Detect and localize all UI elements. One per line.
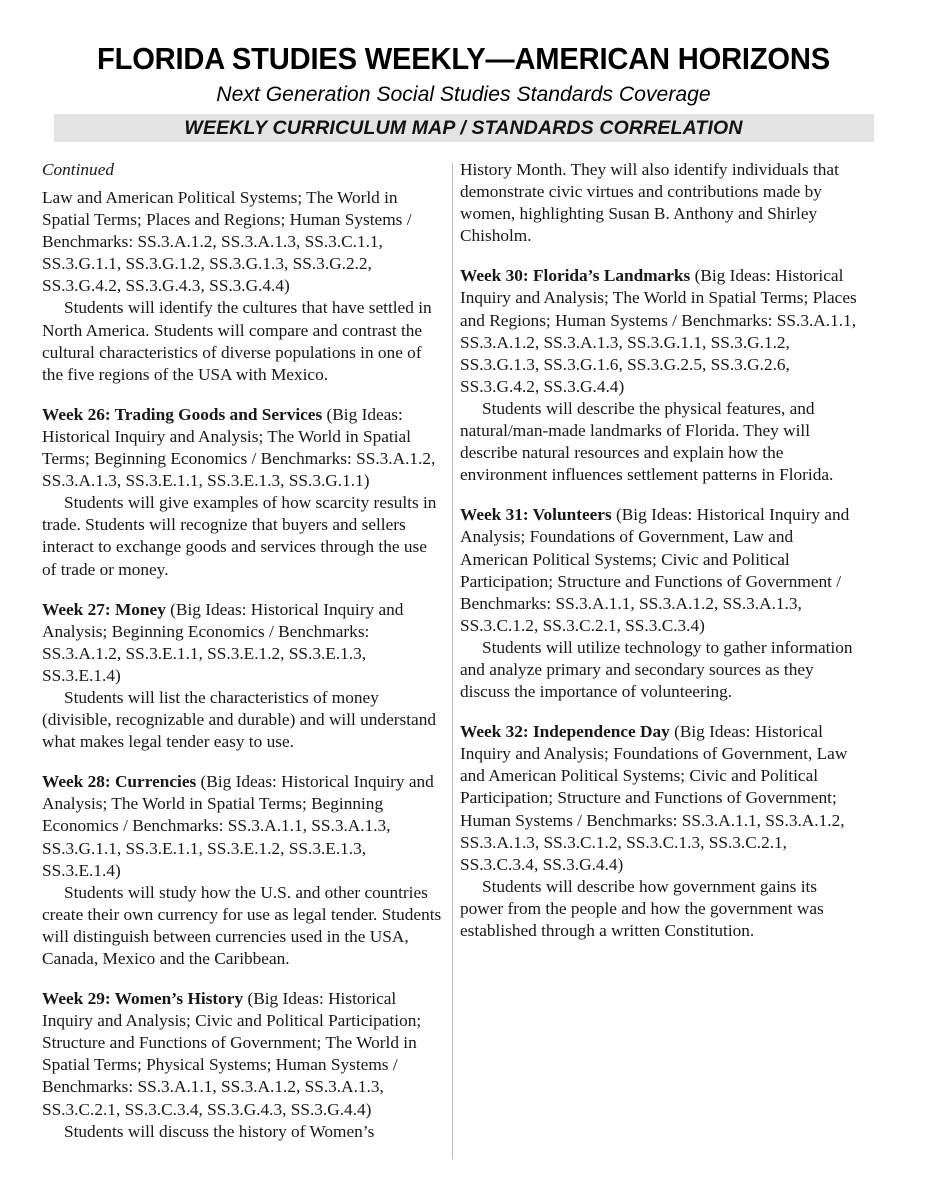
curriculum-block	[460, 159, 860, 247]
description-paragraph: History Month. They will also identify individuals that demonstrate civic virtues and contributions made by women, highlighting Susan B. Anthony and Shirley Chisholm.	[460, 160, 839, 246]
standards-paragraph	[42, 187, 442, 297]
description-paragraph: Students will describe how government gains its power from the people and how the government was established through a written Constitution.	[460, 876, 824, 940]
curriculum-block	[42, 404, 442, 581]
page-subtitle: Next Generation Social Studies Standards Coverage	[216, 81, 711, 106]
curriculum-block	[42, 771, 442, 970]
section-banner	[54, 114, 874, 142]
left-column	[42, 159, 442, 1143]
curriculum-block	[460, 504, 860, 703]
curriculum-block	[42, 187, 442, 386]
benchmarks-text: (Big Ideas: Historical Inquiry and Analysis; Foundations of Government, Law and American Political Systems; Civic and Political Participation; Structure and Functions of Government; Human Systems / Benchmarks: SS.3.A.1.1, SS.3.A.1.2, SS.3.A.1.3, SS.3.C.1.2, SS.3.C.1.3, SS.3.C.2.1, SS.3.C.3.4, SS.3.G.4.4)	[460, 722, 848, 874]
week-heading: Week 29: Women’s History	[42, 989, 244, 1009]
column-divider	[452, 163, 453, 1159]
benchmarks-text: (Big Ideas: Historical Inquiry and Analysis; Beginning Economics / Benchmarks: SS.3.A.1.2, SS.3.E.1.1, SS.3.E.1.2, SS.3.E.1.3, SS.3.E.1.4)	[42, 599, 404, 685]
description-paragraph: Students will identify the cultures that have settled in North America. Students will compare and contrast the cultural characteristics of diverse populations in one of the five regions of the USA with Mexico.	[42, 298, 432, 384]
week-heading: Week 26: Trading Goods and Services	[42, 404, 323, 424]
description-paragraph: Students will list the characteristics of money (divisible, recognizable and durable) and will understand what makes legal tender easy to use.	[42, 687, 436, 752]
standards-paragraph	[42, 988, 442, 1121]
curriculum-block	[460, 265, 860, 486]
curriculum-block	[42, 988, 442, 1143]
page-header	[0, 0, 927, 142]
week-heading: Week 32: Independence Day	[460, 722, 670, 742]
week-heading: Week 31: Volunteers	[460, 505, 612, 525]
standards-paragraph	[460, 721, 860, 876]
continued-label: Continued	[42, 160, 115, 179]
benchmarks-text: Law and American Political Systems; The World in Spatial Terms; Places and Regions; Human Systems / Benchmarks: SS.3.A.1.2, SS.3.A.1.3, SS.3.C.1.1, SS.3.G.1.1, SS.3.G.1.2, SS.3.G.1.3, SS.3.G.2.2, SS.3.G.4.2, SS.3.G.4.3, SS.3.G.4.4)	[42, 188, 412, 296]
standards-paragraph	[460, 504, 860, 637]
benchmarks-text: (Big Ideas: Historical Inquiry and Analysis; The World in Spatial Terms; Places and Regions; Human Systems / Benchmarks: SS.3.A.1.1, SS.3.A.1.2, SS.3.A.1.3, SS.3.G.1.1, SS.3.G.1.2, SS.3.G.1.3, SS.3.G.1.6, SS.3.G.2.5, SS.3.G.2.6, SS.3.G.4.2, SS.3.G.4.4)	[460, 266, 857, 396]
description-paragraph: Students will discuss the history of Women’s	[64, 1121, 375, 1141]
week-heading: Week 27: Money	[42, 599, 166, 619]
page-title: FLORIDA STUDIES WEEKLY—AMERICAN HORIZONS	[97, 42, 830, 76]
standards-paragraph	[42, 771, 442, 881]
benchmarks-text: (Big Ideas: Historical Inquiry and Analysis; Civic and Political Participation; Structure and Functions of Government; The World in Spatial Terms; Physical Systems; Human Systems / Benchmarks: SS.3.A.1.1, SS.3.A.1.2, SS.3.A.1.3, SS.3.C.2.1, SS.3.C.3.4, SS.3.G.4.3, SS.3.G.4.4)	[42, 989, 422, 1119]
left-column-blocks	[42, 187, 442, 1143]
standards-paragraph	[42, 599, 442, 687]
section-banner-label: WEEKLY CURRICULUM MAP / STANDARDS CORRELATION	[184, 116, 743, 139]
two-column-body	[0, 159, 927, 1143]
curriculum-block	[42, 599, 442, 754]
description-paragraph: Students will utilize technology to gather information and analyze primary and secondary sources as they discuss the importance of volunteering.	[460, 637, 853, 702]
description-paragraph: Students will give examples of how scarcity results in trade. Students will recognize that buyers and sellers interact to exchange goods and services through the use of trade or money.	[42, 493, 437, 579]
week-heading: Week 30: Florida’s Landmarks	[460, 266, 691, 286]
standards-paragraph	[460, 265, 860, 398]
right-column-blocks	[460, 159, 860, 942]
benchmarks-text: (Big Ideas: Historical Inquiry and Analysis; Foundations of Government, Law and American Political Systems; Civic and Political Participation; Structure and Functions of Government / Benchmarks: SS.3.A.1.1, SS.3.A.1.2, SS.3.A.1.3, SS.3.C.1.2, SS.3.C.2.1, SS.3.C.3.4)	[460, 505, 850, 635]
benchmarks-text: (Big Ideas: Historical Inquiry and Analysis; The World in Spatial Terms; Beginning Economics / Benchmarks: SS.3.A.1.1, SS.3.A.1.3, SS.3.G.1.1, SS.3.E.1.1, SS.3.E.1.2, SS.3.E.1.3, SS.3.E.1.4)	[42, 772, 434, 880]
right-column	[460, 159, 860, 942]
description-paragraph: Students will describe the physical features, and natural/man-made landmarks of Florida. They will describe natural resources and explain how the environment influences settlement patterns in Florida.	[460, 398, 834, 485]
description-paragraph: Students will study how the U.S. and other countries create their own currency for use as legal tender. Students will distinguish between currencies used in the USA, Canada, Mexico and the Caribbean.	[42, 882, 442, 968]
standards-paragraph	[42, 404, 442, 492]
benchmarks-text: (Big Ideas: Historical Inquiry and Analysis; The World in Spatial Terms; Beginning Economics / Benchmarks: SS.3.A.1.2, SS.3.A.1.3, SS.3.E.1.1, SS.3.E.1.3, SS.3.G.1.1)	[42, 404, 436, 491]
curriculum-block	[460, 721, 860, 942]
week-heading: Week 28: Currencies	[42, 772, 197, 792]
